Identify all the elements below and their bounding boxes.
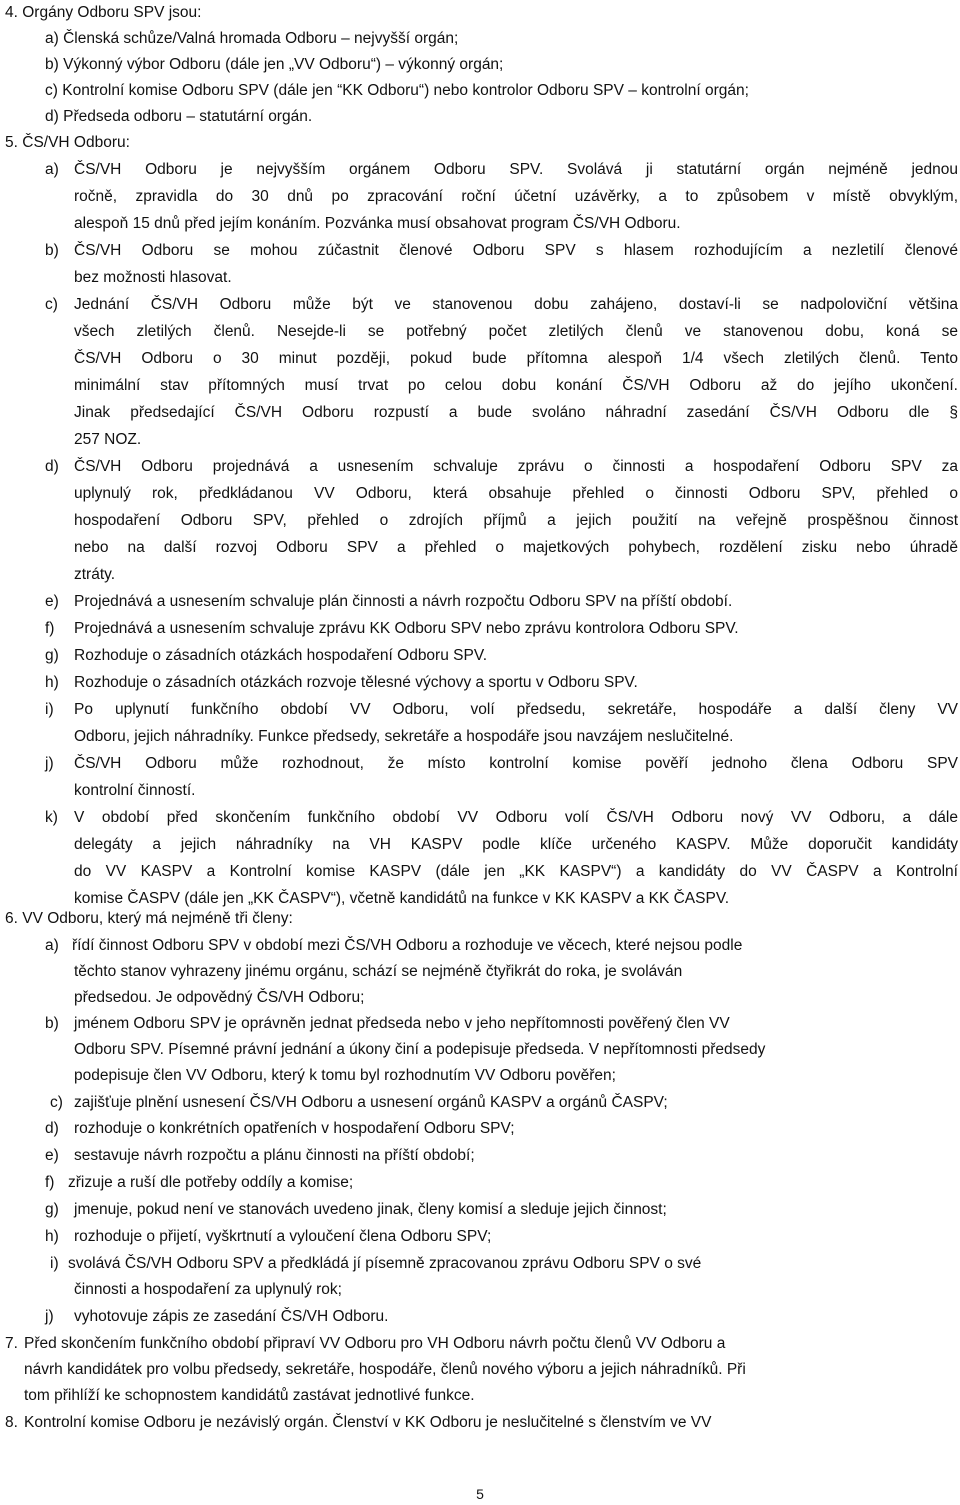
paragraph-line: předsedou. Je odpovědný ČS/VH Odboru; [74, 989, 365, 1006]
paragraph-line: ročně, zpravidla do 30 dnů po zpracování roční účetní uzávěrky, a to způsobem v místě obvyklým, [74, 188, 958, 205]
paragraph-line: ztráty. [74, 566, 116, 583]
paragraph-line: ČS/VH Odboru může rozhodnout, že místo kontrolní komise pověří jednoho člena Odboru SPV [74, 755, 958, 772]
paragraph-line: Rozhoduje o zásadních otázkách hospodaření Odboru SPV. [74, 647, 488, 664]
paragraph-line: Odboru SPV. Písemné právní jednání a úkony činí a podepisuje předseda. V nepřítomnosti předsedy [74, 1041, 766, 1058]
list-item: b) Výkonný výbor Odboru (dále jen „VV Odboru“) – výkonný orgán; [45, 56, 504, 73]
paragraph-line: návrh kandidátek pro volbu předsedy, sekretáře, hospodáře, členů nového výboru a jejich náhradníků. Při [24, 1361, 746, 1378]
section-7-number: 7. [5, 1335, 18, 1352]
list-item-marker: k) [45, 809, 58, 826]
paragraph-line: Jednání ČS/VH Odboru může být ve stanovenou dobu zahájeno, dostaví-li se nadpoloviční většina [74, 296, 958, 313]
list-item-marker: e) [45, 593, 59, 610]
list-item-marker: j) [45, 1308, 54, 1325]
paragraph-line: 257 NOZ. [74, 431, 142, 448]
list-item-marker: f) [45, 620, 55, 637]
paragraph-line: kontrolní činností. [74, 782, 196, 799]
paragraph-line: rozhoduje o přijetí, vyškrtnutí a vyloučení člena Odboru SPV; [74, 1228, 492, 1245]
list-item: a) Členská schůze/Valná hromada Odboru – nejvyšší orgán; [45, 30, 459, 47]
paragraph-line: svolává ČS/VH Odboru SPV a předkládá jí písemně zpracovanou zprávu Odboru SPV o své [68, 1255, 702, 1272]
list-item-marker: b) [45, 242, 59, 259]
paragraph-line: delegáty a jejich náhradníky na VH KASPV podle klíče určeného KASPV. Může doporučit kandidáty [74, 836, 958, 853]
paragraph-line: ČS/VH Odboru projednává a usnesením schvaluje zprávu o činnosti a hospodaření Odboru SPV za [74, 458, 958, 475]
paragraph-line: ČS/VH Odboru je nejvyšším orgánem Odboru SPV. Svolává ji statutární orgán nejméně jednou [74, 161, 958, 178]
paragraph-line: Rozhoduje o zásadních otázkách rozvoje tělesné výchovy a sportu v Odboru SPV. [74, 674, 638, 691]
paragraph-line: uplynulý rok, předkládanou VV Odboru, která obsahuje přehled o činnosti Odboru SPV, přehled o [74, 485, 958, 502]
section-6-heading: 6. VV Odboru, který má nejméně tři členy: [5, 910, 293, 927]
section-number: 4. [5, 4, 18, 21]
list-item-marker: c) [45, 296, 58, 313]
paragraph-line: bez možnosti hlasovat. [74, 269, 232, 286]
section-5-heading: 5. ČS/VH Odboru: [5, 134, 130, 151]
paragraph-line: řídí činnost Odboru SPV v období mezi ČS/VH Odboru a rozhoduje ve věcech, které nejsou podle [72, 937, 743, 954]
list-item: d) Předseda odboru – statutární orgán. [45, 108, 313, 125]
list-item-marker: h) [45, 1228, 59, 1245]
paragraph-line: činnosti a hospodaření za uplynulý rok; [74, 1281, 342, 1298]
section-4-heading: 4. Orgány Odboru SPV jsou: [5, 4, 202, 21]
paragraph-line: Jinak předsedající ČS/VH Odboru rozpustí a bude svoláno náhradní zasedání ČS/VH Odboru dle § [74, 404, 958, 421]
paragraph-line: jmenuje, pokud není ve stanovách uvedeno jinak, členy komisí a sleduje jejich činnost; [74, 1201, 667, 1218]
list-item-marker: i) [50, 1255, 59, 1272]
paragraph-line: Kontrolní komise Odboru je nezávislý orgán. Členství v KK Odboru je neslučitelné s členstvím ve VV [24, 1414, 712, 1431]
list-item-marker: j) [45, 755, 54, 772]
paragraph-line: jménem Odboru SPV je oprávněn jednat předseda nebo v jeho nepřítomnosti pověřený člen VV [74, 1015, 730, 1032]
paragraph-line: ČS/VH Odboru o 30 minut později, pokud bude přítomna alespoň 1/4 všech zletilých členů. Tento [74, 350, 958, 367]
list-item-marker: h) [45, 674, 59, 691]
list-item-marker: b) [45, 1015, 59, 1032]
list-item-marker: c) [50, 1094, 63, 1111]
paragraph-line: minimální stav přítomných musí trvat po celou dobu konání ČS/VH Odboru až do jejího ukončení. [74, 377, 958, 394]
paragraph-line: Odboru, jejich náhradníky. Funkce předsedy, sekretáře a hospodáře jsou navzájem neslučitelné. [74, 728, 734, 745]
paragraph-line: vyhotovuje zápis ze zasedání ČS/VH Odboru. [74, 1308, 389, 1325]
page-number: 5 [476, 1486, 484, 1502]
section-8-number: 8. [5, 1414, 18, 1431]
list-item-marker: d) [45, 1120, 59, 1137]
paragraph-line: tom přihlíží ke schopnostem kandidátů zastávat jednotlivé funkce. [24, 1387, 475, 1404]
paragraph-line: do VV KASPV a Kontrolní komise KASPV (dále jen „KK KASPV“) a kandidáty do VV ČASPV a Kontrolní [74, 863, 958, 880]
paragraph-line: ČS/VH Odboru se mohou zúčastnit členové Odboru SPV s hlasem rozhodujícím a nezletilí členové [74, 242, 958, 259]
paragraph-line: rozhoduje o konkrétních opatřeních v hospodaření Odboru SPV; [74, 1120, 515, 1137]
paragraph-line: zřizuje a ruší dle potřeby oddíly a komise; [68, 1174, 354, 1191]
list-item-marker: a) [45, 937, 59, 954]
list-item: c) Kontrolní komise Odboru SPV (dále jen “KK Odboru“) nebo kontrolor Odboru SPV – kontrolní orgán; [45, 82, 749, 99]
paragraph-line: nebo na další rozvoj Odboru SPV a přehled o majetkových pohybech, rozdělení zisku nebo úhradě [74, 539, 958, 556]
list-item-marker: i) [45, 701, 54, 718]
paragraph-line: Před skončením funkčního období připraví VV Odboru pro VH Odboru návrh počtu členů VV Odboru a [24, 1335, 726, 1352]
paragraph-line: zajišťuje plnění usnesení ČS/VH Odboru a usnesení orgánů KASPV a orgánů ČASPV; [74, 1094, 668, 1111]
paragraph-line: těchto stanov vyhrazeny jinému orgánu, schází se nejméně čtyřikrát do roka, je svoláván [74, 963, 683, 980]
paragraph-line: V období před skončením funkčního období VV Odboru volí ČS/VH Odboru nový VV Odboru, a dále [74, 809, 958, 826]
paragraph-line: Projednává a usnesením schvaluje plán činnosti a návrh rozpočtu Odboru SPV na příští období. [74, 593, 733, 610]
paragraph-line: Projednává a usnesením schvaluje zprávu KK Odboru SPV nebo zprávu kontrolora Odboru SPV. [74, 620, 739, 637]
list-item-marker: g) [45, 1201, 59, 1218]
paragraph-line: podepisuje člen VV Odboru, který k tomu byl rozhodnutím VV Odboru pověřen; [74, 1067, 616, 1084]
paragraph-line: sestavuje návrh rozpočtu a plánu činnosti na příští období; [74, 1147, 475, 1164]
paragraph-line: alespoň 15 dnů před jejím konáním. Pozvánka musí obsahovat program ČS/VH Odboru. [74, 215, 681, 232]
list-item-marker: d) [45, 458, 59, 475]
list-item-marker: f) [45, 1174, 55, 1191]
paragraph-line: všech zletilých členů. Nesejde-li se potřebný počet zletilých členů ve stanovenou dobu, koná se [74, 323, 958, 340]
paragraph-line: komise ČASPV (dále jen „KK ČASPV“), včetně kandidátů na funkce v KK KASPV a KK ČASPV. [74, 890, 730, 907]
list-item-marker: a) [45, 161, 59, 178]
paragraph-line: Po uplynutí funkčního období VV Odboru, volí předsedu, sekretáře, hospodáře a další členy VV [74, 701, 958, 718]
list-item-marker: g) [45, 647, 59, 664]
list-item-marker: e) [45, 1147, 59, 1164]
paragraph-line: hospodaření Odboru SPV, přehled o zdrojích příjmů a jejich použití na veřejně prospěšnou činnost [74, 512, 958, 529]
